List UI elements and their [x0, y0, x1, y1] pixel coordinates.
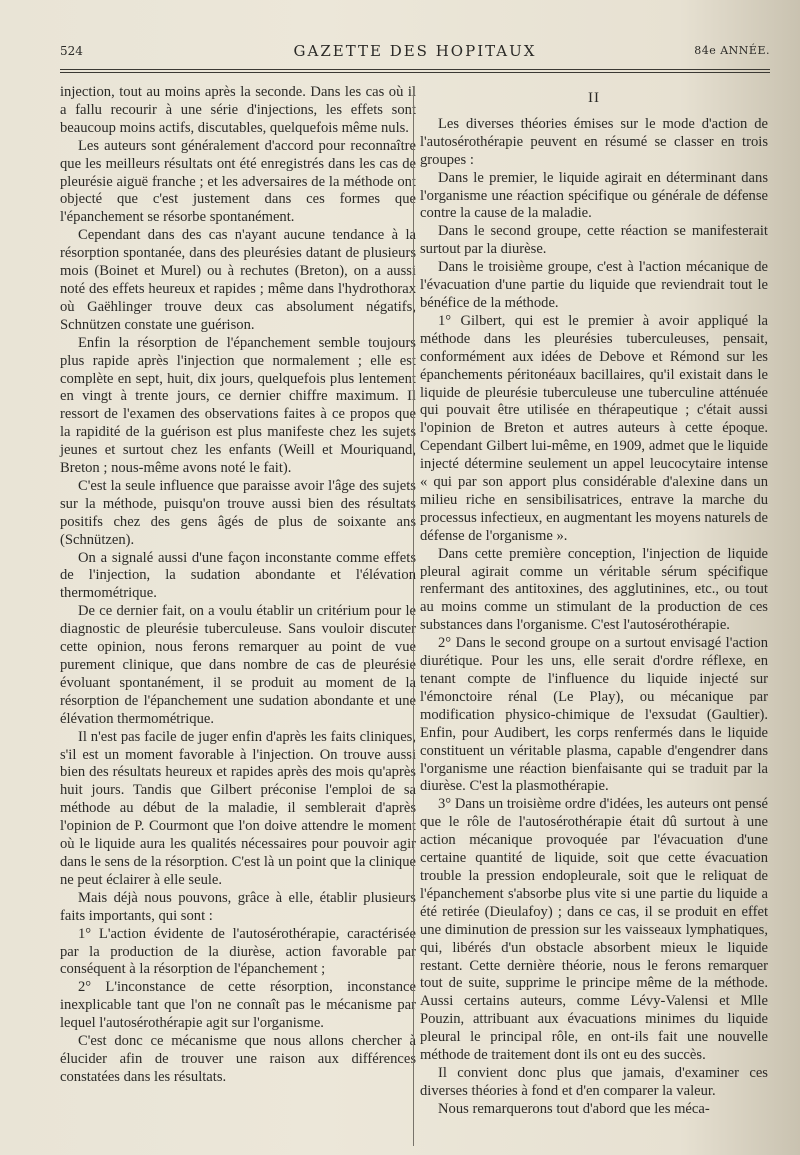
paragraph: Dans le second groupe, cette réaction se manifesterait surtout par la diurèse.: [420, 223, 768, 258]
right-column: [420, 84, 768, 1119]
paragraph: Dans le troisième groupe, c'est à l'action mécanique de l'évacuation d'une partie du liquide que reviendrait tout le bénéfice de la méthode.: [420, 259, 768, 311]
paragraph: C'est la seule influence que paraisse avoir l'âge des sujets sur la méthode, puisqu'on trouve aussi bien des résultats positifs chez des gens âgés de plus de soixante ans (Schnützen).: [60, 477, 416, 548]
paragraph: Dans cette première conception, l'injection de liquide pleural agirait comme un véritable sérum spécifique renfermant des antitoxines, des agglutinines, etc., ou tout au moins comme un stimulant de la production de ces substances dans l'organisme. C'est l'autosérothérapie.: [420, 545, 768, 634]
column-divider: [413, 86, 414, 1146]
paragraph: Mais déjà nous pouvons, grâce à elle, établir plusieurs faits importants, qui sont :: [60, 889, 416, 924]
paragraph: 1° L'action évidente de l'autosérothérapie, caractérisée par la production de la diurèse, action favorable par conséquent à la résorption de l'épanchement ;: [60, 925, 416, 978]
header-rule-thin: [60, 72, 770, 73]
paragraph: 3° Dans un troisième ordre d'idées, les auteurs ont pensé que le rôle de l'autosérothérapie était dû surtout à une action mécanique provoquée par l'évacuation d'une certaine quantité de liquide, soit que cette évacuation trouble la pression endopleurale, soit que le reliquat de l'épanchement s'absorbe plus vite si une partie du liquide a été retirée (Dieulafoy) ; dans ce cas, il se produit en effet une diminution de pression sur les vaisseaux lymphatiques, qui, libérés d'un obstacle absorbent mieux le liquide restant. Cette dernière théorie, nous le ferons remarquer tout de suite, supprime le principe même de la méthode. Aussi certains auteurs, comme Lévy-Valensi et Mlle Pouzin, attribuant aux évacuations minimes du liquide pleural le principal rôle, en ont-ils fait une nouvelle méthode de traitement dont ils ont eu des succès.: [420, 796, 768, 1064]
paragraph: 2° Dans le second groupe on a surtout envisagé l'action diurétique. Pour les uns, elle serait d'ordre réflexe, en tenant compte de l'influence du liquide injecté sur l'émonctoire rénal (Le Play), ou mécanique par modification physico-chimique de l'exsudat (Gaultier). Enfin, pour Audibert, les corps renfermés dans le liquide constituent un véritable plasma, capable d'engendrer dans l'organisme une réaction bienfaisante qui se traduit par la diurèse. C'est la plasmothérapie.: [420, 635, 768, 795]
header-rule: [60, 69, 770, 70]
journal-title: GAZETTE DES HOPITAUX: [293, 42, 537, 60]
left-column: [60, 84, 416, 1087]
paragraph: Il n'est pas facile de juger enfin d'après les faits cliniques, s'il est un moment favorable à l'injection. On trouve aussi bien des résultats heureux et rapides après des mois qu'après huit jours. Tandis que Gilbert préconise l'emploi de sa méthode au début de la maladie, il semblerait d'après l'opinion de P. Courmont que l'on doive attendre le moment où le liquide aura les qualités nécessaires pour pouvoir agir dans le sens de la résorption. C'est là un point que la clinique ne peut éclairer à elle seule.: [60, 728, 416, 888]
paragraph: Il convient donc plus que jamais, d'examiner ces diverses théories à fond et d'en comparer la valeur.: [420, 1064, 768, 1099]
page-header: [60, 42, 770, 64]
paragraph: injection, tout au moins après la seconde. Dans les cas où il a fallu recourir à une série d'injections, les effets sont beaucoup moins actifs, discutables, quelquefois même nuls.: [60, 84, 416, 136]
paragraph: 1° Gilbert, qui est le premier à avoir appliqué la méthode dans les pleurésies tuberculeuses, pensait, conformément aux idées de Debove et Rémond sur les épanchements péritonéaux bacillaires, qu'il existait dans le liquide de pleurésie tuberculeuse une tuberculine atténuée qui pouvait être utilisée en thérapeutique ; c'était aussi l'opinion de Breton et autres auteurs à cette époque. Cependant Gilbert lui-même, en 1909, admet que le liquide injecté détermine seulement un appel leucocytaire intense « qui par son apport plus considérable d'alexine dans un milieu riche en sensibilisatrices, entrave la marche du processus infectieux, en augmentant les moyens naturels de défense de l'organisme ».: [420, 312, 768, 544]
paragraph: Enfin la résorption de l'épanchement semble toujours plus rapide après l'injection que normalement ; elle est complète en sept, huit, dix jours, quelquefois plus lentement en vingt à trente jours, ce dernier chiffre maximum. Il ressort de l'examen des observations faites à ce propos que la rapidité de la guérison est plus manifeste chez les sujets jeunes et surtout chez les enfants (Weill et Mouriquand, Breton ; nous-même avons noté le fait).: [60, 334, 416, 477]
paragraph: 2° L'inconstance de cette résorption, inconstance inexplicable tant que l'on ne connaît pas le mécanisme par lequel l'autosérothérapie agit sur l'organisme.: [60, 979, 416, 1032]
section-heading: II: [588, 90, 600, 106]
volume-year: 84e ANNÉE.: [694, 44, 770, 57]
paragraph: Dans le premier, le liquide agirait en déterminant dans l'organisme une réaction spécifique ou générale de défense contre la cause de la maladie.: [420, 169, 768, 222]
paragraph: De ce dernier fait, on a voulu établir un critérium pour le diagnostic de pleurésie tuberculeuse. Sans vouloir discuter cette opinion, nous ferons remarquer au point de vue purement clinique, que dans nombre de cas de pleurésie évoluant spontanément, il se produit au moment de la résorption de l'épanchement une sudation abondante et une élévation thermométrique.: [60, 603, 416, 727]
paragraph: Cependant dans des cas n'ayant aucune tendance à la résorption spontanée, dans des pleurésies datant de plusieurs mois (Boinet et Murel) ou à rechutes (Breton), on a aussi noté des effets heureux et rapides ; même dans l'hydrothorax où Gaëhlinger trouve deux cas absolument négatifs, Schnützen constate une guérison.: [60, 227, 416, 333]
paragraph: Nous remarquerons tout d'abord que les méca-: [438, 1100, 710, 1117]
paragraph: Les auteurs sont généralement d'accord pour reconnaître que les meilleurs résultats ont été enregistrés dans les cas de pleurésie aiguë franche ; et les adversaires de la méthode ont objecté que c'est justement dans ces formes que l'épanchement se résorbe spontanément.: [60, 137, 416, 226]
paragraph: Les diverses théories émises sur le mode d'action de l'autosérothérapie peuvent en résumé se classer en trois groupes :: [420, 115, 768, 168]
paragraph: C'est donc ce mécanisme que nous allons chercher à élucider afin de trouver une raison aux différences constatées dans les résultats.: [60, 1033, 416, 1085]
page-number: 524: [60, 44, 83, 58]
paragraph: On a signalé aussi d'une façon inconstante comme effets de l'injection, la sudation abondante et l'élévation thermométrique.: [60, 549, 416, 602]
